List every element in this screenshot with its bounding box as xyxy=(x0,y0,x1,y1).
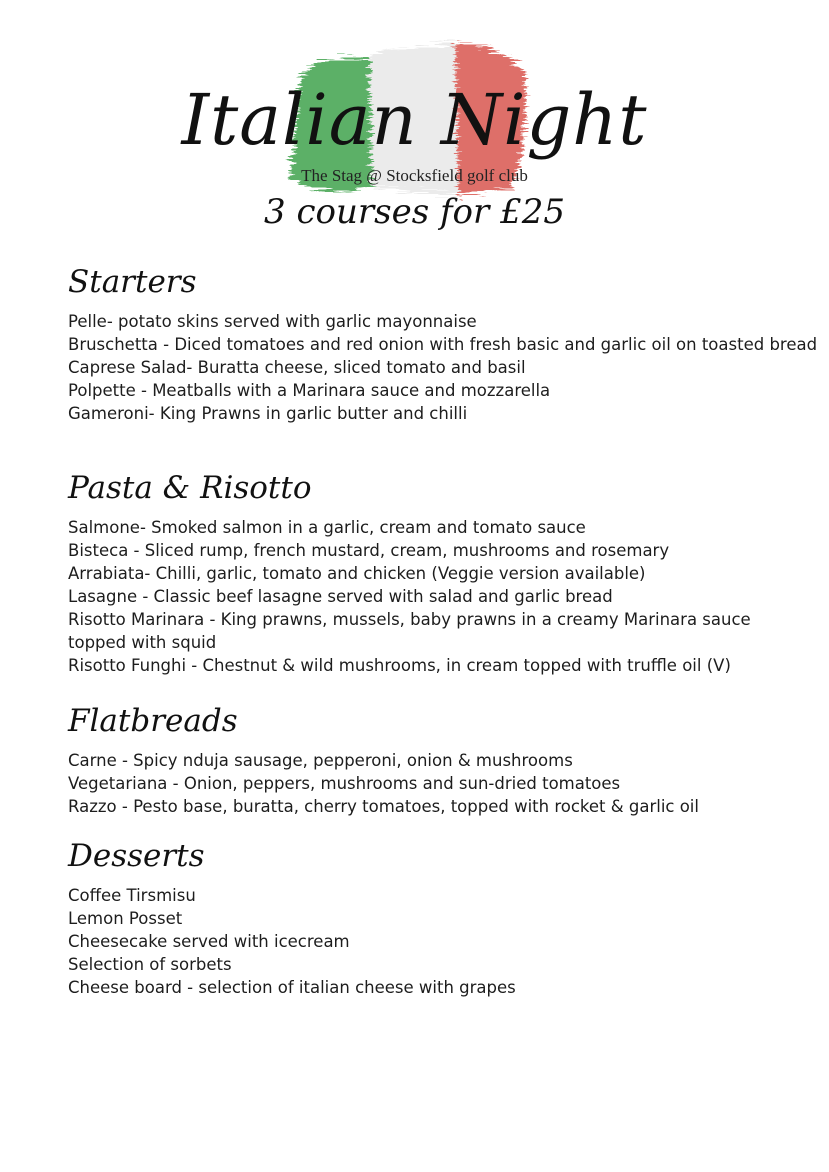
menu-item: Lemon Posset xyxy=(68,909,183,928)
menu-item: Vegetariana - Onion, peppers, mushrooms and sun-dried tomatoes xyxy=(68,774,621,793)
section-heading: Starters xyxy=(68,264,197,300)
menu-item: Razzo - Pesto base, buratta, cherry tomatoes, topped with rocket & garlic oil xyxy=(68,797,699,816)
section-flatbreads xyxy=(68,701,808,818)
menu-item: Risotto Marinara - King prawns, mussels, baby prawns in a creamy Marinara sauce topped with squid xyxy=(68,610,751,652)
section-starters xyxy=(68,262,818,425)
menu-item: Bisteca - Sliced rump, french mustard, cream, mushrooms and rosemary xyxy=(68,541,670,560)
menu-item: Carne - Spicy nduja sausage, pepperoni, onion & mushrooms xyxy=(68,751,573,770)
menu-list xyxy=(68,516,808,677)
section-desserts xyxy=(68,836,808,999)
menu-item: Coffee Tirsmisu xyxy=(68,886,196,905)
venue-subtitle: The Stag @ Stocksfield golf club xyxy=(301,166,528,185)
section-pasta-risotto xyxy=(68,468,808,677)
menu-item: Gameroni- King Prawns in garlic butter and chilli xyxy=(68,404,468,423)
menu-list xyxy=(68,749,808,818)
menu-item: Arrabiata- Chilli, garlic, tomato and chicken (Veggie version available) xyxy=(68,564,646,583)
price-deal: 3 courses for £25 xyxy=(264,192,565,232)
menu-header xyxy=(0,0,829,250)
menu-item: Bruschetta - Diced tomatoes and red onion with fresh basic and garlic oil on toasted bread xyxy=(68,335,818,354)
menu-item: Salmone- Smoked salmon in a garlic, cream and tomato sauce xyxy=(68,518,586,537)
menu-item: Polpette - Meatballs with a Marinara sauce and mozzarella xyxy=(68,381,551,400)
menu-item: Cheesecake served with icecream xyxy=(68,932,350,951)
page-title: Italian Night xyxy=(181,79,648,161)
section-heading: Desserts xyxy=(68,838,205,874)
menu-list xyxy=(68,310,818,425)
menu-list xyxy=(68,884,808,999)
menu-item: Pelle- potato skins served with garlic mayonnaise xyxy=(68,312,477,331)
menu-item: Cheese board - selection of italian cheese with grapes xyxy=(68,978,516,997)
section-heading: Flatbreads xyxy=(68,703,238,739)
menu-item: Selection of sorbets xyxy=(68,955,232,974)
section-heading: Pasta & Risotto xyxy=(68,470,312,506)
menu-item: Risotto Funghi - Chestnut & wild mushrooms, in cream topped with truffle oil (V) xyxy=(68,656,731,675)
menu-item: Lasagne - Classic beef lasagne served with salad and garlic bread xyxy=(68,587,613,606)
menu-item: Caprese Salad- Buratta cheese, sliced tomato and basil xyxy=(68,358,526,377)
